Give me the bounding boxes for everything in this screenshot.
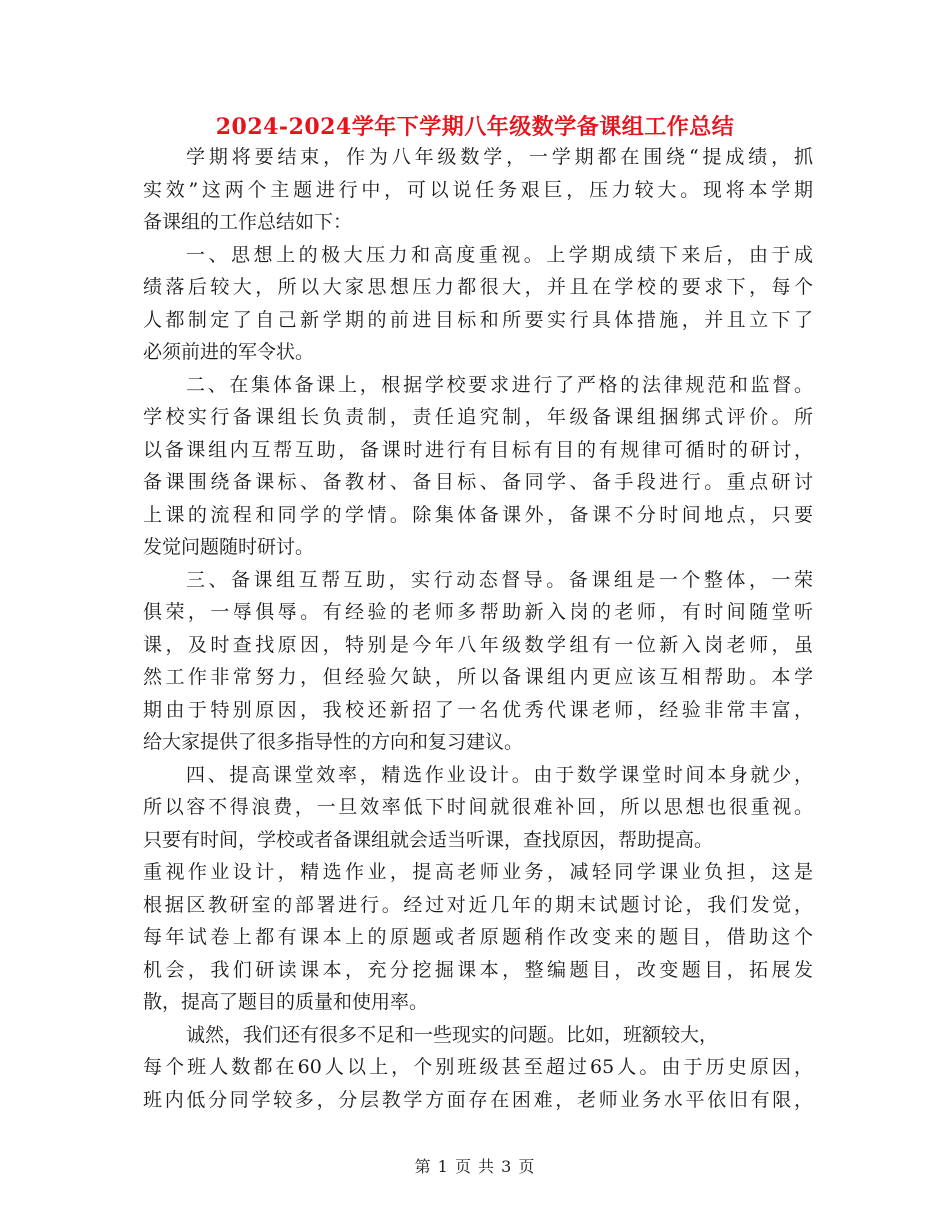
document-body	[143, 141, 813, 1116]
text-line: 备课组的工作总结如下：	[143, 211, 353, 233]
text-line: 课，及时查找原因，特别是今年八年级数学组有一位新入岗老师，虽	[143, 633, 813, 656]
page-number-footer: 第 1 页 共 3 页	[414, 1157, 536, 1176]
text-line: 机会，我们研读课本，充分挖掘课本，整编题目，改变题目，拓展发	[143, 958, 813, 981]
text-line: 二、在集体备课上，根据学校要求进行了严格的法律规范和监督。	[186, 373, 813, 396]
text-line: 四、提高课堂效率，精选作业设计。由于数学课堂时间本身就少，	[186, 763, 813, 786]
text-line: 一、思想上的极大压力和高度重视。上学期成绩下来后，由于成	[186, 243, 813, 266]
text-line: 俱荣，一辱俱辱。有经验的老师多帮助新入岗的老师，有时间随堂听	[143, 601, 813, 623]
text-line: 重视作业设计，精选作业，提高老师业务，减轻同学课业负担，这是	[143, 861, 813, 883]
text-line: 所以容不得浪费，一旦效率低下时间就很难补回，所以思想也很重视。	[143, 796, 813, 818]
document-title: 2024-2024学年下学期八年级数学备课组工作总结	[215, 114, 735, 140]
text-line: 学期将要结束，作为八年级数学，一学期都在围绕“提成绩，抓	[186, 146, 813, 168]
text-line: 以备课组内互帮互助，备课时进行有目标有目的有规律可循时的研讨，	[143, 438, 813, 461]
text-line: 每个班人数都在60人以上，个别班级甚至超过65人。由于历史原因，	[143, 1056, 813, 1078]
text-line: 每年试卷上都有课本上的原题或者原题稍作改变来的题目，借助这个	[143, 926, 813, 948]
text-line: 期由于特别原因，我校还新招了一名优秀代课老师，经验非常丰富，	[143, 698, 813, 721]
text-line: 然工作非常努力，但经验欠缺，所以备课组内更应该互相帮助。本学	[143, 666, 813, 688]
text-line: 班内低分同学较多，分层教学方面存在困难，老师业务水平依旧有限，	[143, 1088, 813, 1111]
text-line: 人都制定了自己新学期的前进目标和所要实行具体措施，并且立下了	[143, 308, 813, 331]
text-line: 绩落后较大，所以大家思想压力都很大，并且在学校的要求下，每个	[143, 276, 813, 298]
text-line: 诚然，我们还有很多不足和一些现实的问题。比如，班额较大，	[186, 1023, 719, 1046]
text-line: 给大家提供了很多指导性的方向和复习建议。	[143, 731, 524, 753]
text-line: 散，提高了题目的质量和使用率。	[143, 991, 429, 1013]
text-line: 学校实行备课组长负责制，责任追究制，年级备课组捆绑式评价。所	[143, 406, 813, 428]
text-line: 只要有时间，学校或者备课组就会适当听课，查找原因，帮助提高。	[143, 828, 714, 851]
text-line: 上课的流程和同学的学情。除集体备课外，备课不分时间地点，只要	[143, 503, 813, 526]
text-line: 三、备课组互帮互助，实行动态督导。备课组是一个整体，一荣	[186, 568, 813, 591]
text-line: 实效”这两个主题进行中，可以说任务艰巨，压力较大。现将本学期	[143, 178, 813, 201]
text-line: 发觉问题随时研讨。	[143, 536, 315, 558]
text-line: 根据区教研室的部署进行。经过对近几年的期末试题讨论，我们发觉，	[143, 893, 813, 916]
text-line: 必须前进的军令状。	[143, 341, 315, 363]
text-line: 备课围绕备课标、备教材、备目标、备同学、备手段进行。重点研讨	[143, 471, 813, 493]
